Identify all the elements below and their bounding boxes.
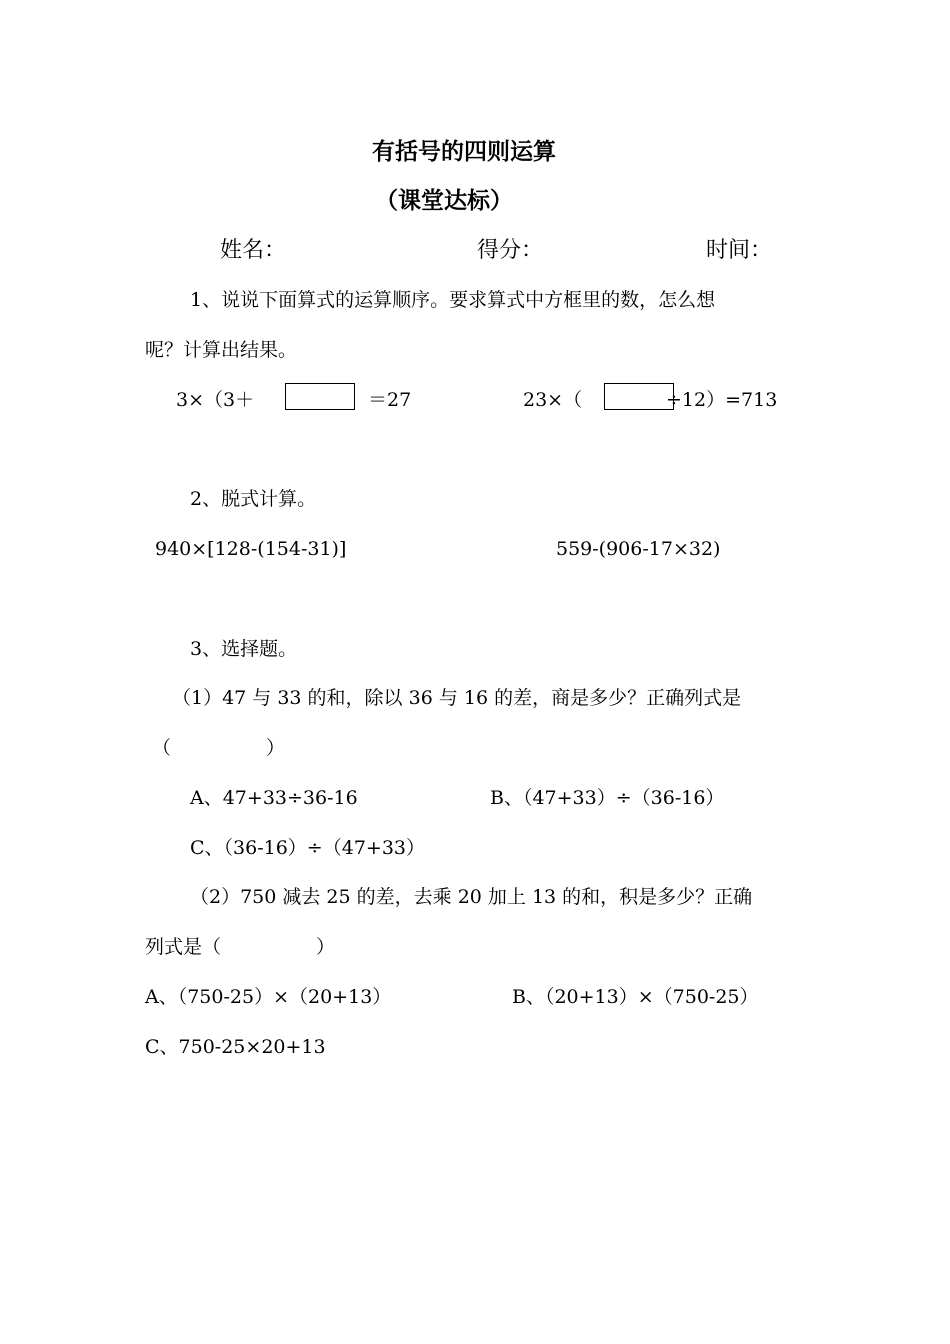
question-3-2-option-b: B、（20+13）×（750-25） [512, 986, 759, 1008]
question-3-1-line-2: （ ） [152, 737, 286, 759]
question-3-2-option-a: A、（750-25）×（20+13） [145, 986, 392, 1008]
question-2-expression-2: 559-(906-17×32) [556, 538, 721, 560]
equation-2-right: ÷12）=713 [666, 389, 778, 411]
question-2-heading: 2、脱式计算。 [190, 488, 317, 510]
answer-box-1[interactable] [285, 383, 355, 410]
question-3-2-line-1: （2）750 减去 25 的差，去乘 20 加上 13 的和，积是多少？正确 [190, 886, 753, 908]
equation-2-left: 23×（ [523, 389, 583, 411]
question-1-line-2: 呢？计算出结果。 [145, 339, 298, 361]
name-label: 姓名： [220, 238, 287, 263]
question-3-1-option-b: B、（47+33）÷（36-16） [490, 787, 725, 809]
answer-box-2[interactable] [604, 383, 674, 410]
equation-1-left: 3×（3＋ [176, 389, 255, 411]
worksheet-subtitle: （课堂达标） [375, 188, 513, 214]
question-3-1-option-a: A、47+33÷36-16 [190, 787, 358, 809]
question-3-1-line-1: （1）47 与 33 的和，除以 36 与 16 的差，商是多少？正确列式是 [172, 687, 742, 709]
question-3-2-line-2: 列式是（ ） [145, 936, 336, 958]
equation-1-right: ＝27 [368, 389, 412, 411]
question-1-line-1: 1、说说下面算式的运算顺序。要求算式中方框里的数，怎么想 [190, 289, 716, 311]
score-label: 得分： [477, 238, 544, 263]
question-3-1-option-c: C、（36-16）÷（47+33） [190, 837, 426, 859]
time-label: 时间： [706, 238, 773, 263]
question-3-2-option-c: C、750-25×20+13 [145, 1036, 326, 1058]
question-2-expression-1: 940×[128-(154-31)] [155, 538, 347, 560]
worksheet-title: 有括号的四则运算 [372, 139, 556, 165]
question-3-heading: 3、选择题。 [190, 638, 298, 660]
